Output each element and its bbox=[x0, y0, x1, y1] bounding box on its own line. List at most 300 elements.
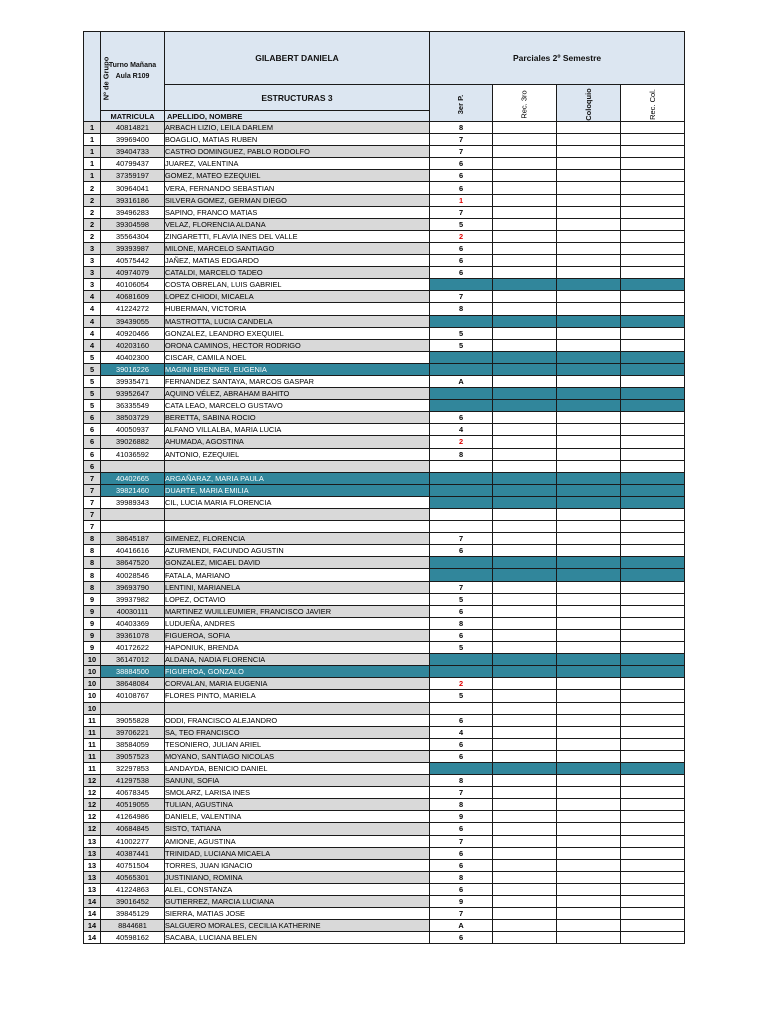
group-cell: 13 bbox=[84, 871, 101, 883]
grade-3er-cell: 6 bbox=[430, 242, 493, 254]
table-row bbox=[84, 230, 685, 242]
grade-coloquio-cell bbox=[557, 557, 621, 569]
grade-rec3-cell bbox=[493, 690, 557, 702]
grade-coloquio-cell bbox=[557, 799, 621, 811]
matricula-cell: 40681609 bbox=[101, 291, 165, 303]
name-cell: GONZALEZ, MICAEL DAVID bbox=[165, 557, 430, 569]
name-cell: JAÑEZ, MATIAS EDGARDO bbox=[165, 255, 430, 267]
matricula-cell: 39693790 bbox=[101, 581, 165, 593]
grade-reccol-cell bbox=[621, 920, 685, 932]
matricula-cell: 35564304 bbox=[101, 230, 165, 242]
grade-rec3-cell bbox=[493, 750, 557, 762]
table-row bbox=[84, 194, 685, 206]
grade-rec3-cell bbox=[493, 400, 557, 412]
table-row bbox=[84, 448, 685, 460]
matricula-cell: 40387441 bbox=[101, 847, 165, 859]
name-cell: TULIAN, AGUSTINA bbox=[165, 799, 430, 811]
group-cell: 14 bbox=[84, 896, 101, 908]
grade-coloquio-cell bbox=[557, 363, 621, 375]
grade-coloquio-cell bbox=[557, 617, 621, 629]
grade-coloquio-cell bbox=[557, 194, 621, 206]
name-cell: ARBACH LIZIO, LEILA DARLEM bbox=[165, 122, 430, 134]
grade-reccol-cell bbox=[621, 545, 685, 557]
name-cell: LOPEZ CHIODI, MICAELA bbox=[165, 291, 430, 303]
subject-title: ESTRUCTURAS 3 bbox=[165, 85, 430, 111]
name-cell: ALDANA, NADIA FLORENCIA bbox=[165, 654, 430, 666]
table-row bbox=[84, 714, 685, 726]
name-cell bbox=[165, 702, 430, 714]
grade-reccol-cell bbox=[621, 242, 685, 254]
grade-coloquio-cell bbox=[557, 702, 621, 714]
grade-reccol-cell bbox=[621, 267, 685, 279]
grade-rec3-cell bbox=[493, 835, 557, 847]
name-cell: SMOLARZ, LARISA INES bbox=[165, 787, 430, 799]
grade-reccol-cell bbox=[621, 424, 685, 436]
room-label: Aula R109 bbox=[115, 73, 150, 80]
table-row bbox=[84, 738, 685, 750]
group-cell: 4 bbox=[84, 303, 101, 315]
grade-rec3-cell bbox=[493, 448, 557, 460]
matricula-cell bbox=[101, 509, 165, 521]
matricula-cell: 93952647 bbox=[101, 388, 165, 400]
matricula-cell: 41224863 bbox=[101, 883, 165, 895]
table-row bbox=[84, 327, 685, 339]
name-cell: LOPEZ, OCTAVIO bbox=[165, 593, 430, 605]
group-cell: 12 bbox=[84, 787, 101, 799]
matricula-cell: 41297538 bbox=[101, 775, 165, 787]
grade-coloquio-cell bbox=[557, 375, 621, 387]
grade-3er-cell: 9 bbox=[430, 811, 493, 823]
grade-3er-cell: 7 bbox=[430, 835, 493, 847]
name-cell: SILVERA GOMEZ, GERMAN DIEGO bbox=[165, 194, 430, 206]
name-cell: CASTRO DOMINGUEZ, PABLO RODOLFO bbox=[165, 146, 430, 158]
grade-coloquio-cell bbox=[557, 629, 621, 641]
grade-3er-cell bbox=[430, 460, 493, 472]
matricula-cell: 40814821 bbox=[101, 122, 165, 134]
grade-reccol-cell bbox=[621, 122, 685, 134]
table-row bbox=[84, 242, 685, 254]
group-cell: 1 bbox=[84, 170, 101, 182]
grade-coloquio-cell bbox=[557, 726, 621, 738]
grade-coloquio-cell bbox=[557, 351, 621, 363]
grade-rec3-cell bbox=[493, 738, 557, 750]
grade-rec3-cell bbox=[493, 896, 557, 908]
grade-reccol-cell bbox=[621, 750, 685, 762]
grade-coloquio-cell bbox=[557, 871, 621, 883]
col-header-coloquio: Coloquio bbox=[557, 85, 621, 122]
grade-reccol-cell bbox=[621, 896, 685, 908]
grade-coloquio-cell bbox=[557, 448, 621, 460]
matricula-cell: 40519055 bbox=[101, 799, 165, 811]
group-cell: 4 bbox=[84, 327, 101, 339]
matricula-cell: 40920466 bbox=[101, 327, 165, 339]
grade-coloquio-cell bbox=[557, 654, 621, 666]
grade-coloquio-cell bbox=[557, 279, 621, 291]
name-cell: SA, TEO FRANCISCO bbox=[165, 726, 430, 738]
group-cell: 14 bbox=[84, 920, 101, 932]
group-cell: 7 bbox=[84, 496, 101, 508]
group-cell: 4 bbox=[84, 291, 101, 303]
grade-coloquio-cell bbox=[557, 533, 621, 545]
grade-coloquio-cell bbox=[557, 569, 621, 581]
grade-coloquio-cell bbox=[557, 762, 621, 774]
grade-3er-cell: 6 bbox=[430, 750, 493, 762]
group-cell: 9 bbox=[84, 617, 101, 629]
name-cell: LENTINI, MARIANELA bbox=[165, 581, 430, 593]
grade-reccol-cell bbox=[621, 182, 685, 194]
table-row bbox=[84, 388, 685, 400]
name-cell: MAGINI BRENNER, EUGENIA bbox=[165, 363, 430, 375]
grade-3er-cell: 7 bbox=[430, 787, 493, 799]
grade-reccol-cell bbox=[621, 388, 685, 400]
grade-3er-cell: 6 bbox=[430, 714, 493, 726]
matricula-cell: 40799437 bbox=[101, 158, 165, 170]
grade-3er-cell: 6 bbox=[430, 823, 493, 835]
table-row bbox=[84, 291, 685, 303]
grade-coloquio-cell bbox=[557, 327, 621, 339]
col-header-reccol: Rec. Col. bbox=[621, 85, 685, 122]
grade-reccol-cell bbox=[621, 702, 685, 714]
name-cell: FIGUEROA, SOFIA bbox=[165, 629, 430, 641]
group-cell: 3 bbox=[84, 279, 101, 291]
grade-coloquio-cell bbox=[557, 883, 621, 895]
grade-reccol-cell bbox=[621, 472, 685, 484]
group-cell: 4 bbox=[84, 339, 101, 351]
col-header-3er: 3er P. bbox=[430, 85, 493, 122]
grade-rec3-cell bbox=[493, 230, 557, 242]
grade-rec3-cell bbox=[493, 883, 557, 895]
grade-coloquio-cell bbox=[557, 593, 621, 605]
name-cell: GOMEZ, MATEO EZEQUIEL bbox=[165, 170, 430, 182]
grade-rec3-cell bbox=[493, 823, 557, 835]
matricula-cell: 39055828 bbox=[101, 714, 165, 726]
name-cell: ANTONIO, EZEQUIEL bbox=[165, 448, 430, 460]
name-cell: GIMENEZ, FLORENCIA bbox=[165, 533, 430, 545]
name-cell: MOYANO, SANTIAGO NICOLAS bbox=[165, 750, 430, 762]
group-cell: 2 bbox=[84, 206, 101, 218]
grade-rec3-cell bbox=[493, 811, 557, 823]
grade-rec3-cell bbox=[493, 726, 557, 738]
table-row bbox=[84, 823, 685, 835]
grade-reccol-cell bbox=[621, 799, 685, 811]
table-row bbox=[84, 799, 685, 811]
group-cell: 8 bbox=[84, 581, 101, 593]
name-cell: SAPINO, FRANCO MATIAS bbox=[165, 206, 430, 218]
table-row bbox=[84, 726, 685, 738]
table-row bbox=[84, 496, 685, 508]
grade-reccol-cell bbox=[621, 230, 685, 242]
matricula-cell: 39361078 bbox=[101, 629, 165, 641]
table-row bbox=[84, 908, 685, 920]
grade-reccol-cell bbox=[621, 533, 685, 545]
grade-coloquio-cell bbox=[557, 859, 621, 871]
name-cell: MASTROTTA, LUCIA CANDELA bbox=[165, 315, 430, 327]
table-row bbox=[84, 134, 685, 146]
group-cell: 3 bbox=[84, 242, 101, 254]
grade-reccol-cell bbox=[621, 557, 685, 569]
matricula-cell: 39935471 bbox=[101, 375, 165, 387]
grade-reccol-cell bbox=[621, 726, 685, 738]
grade-rec3-cell bbox=[493, 617, 557, 629]
group-cell: 3 bbox=[84, 267, 101, 279]
table-row bbox=[84, 351, 685, 363]
grade-reccol-cell bbox=[621, 738, 685, 750]
grade-3er-cell: 6 bbox=[430, 629, 493, 641]
grade-coloquio-cell bbox=[557, 388, 621, 400]
grade-3er-cell: 1 bbox=[430, 194, 493, 206]
grade-coloquio-cell bbox=[557, 158, 621, 170]
group-cell: 5 bbox=[84, 400, 101, 412]
grade-rec3-cell bbox=[493, 170, 557, 182]
grade-coloquio-cell bbox=[557, 400, 621, 412]
grade-reccol-cell bbox=[621, 279, 685, 291]
grade-coloquio-cell bbox=[557, 642, 621, 654]
grade-rec3-cell bbox=[493, 255, 557, 267]
grade-rec3-cell bbox=[493, 267, 557, 279]
table-row bbox=[84, 847, 685, 859]
grade-reccol-cell bbox=[621, 206, 685, 218]
group-cell: 13 bbox=[84, 847, 101, 859]
grade-reccol-cell bbox=[621, 134, 685, 146]
name-cell: CATALDI, MARCELO TADEO bbox=[165, 267, 430, 279]
grade-coloquio-cell bbox=[557, 424, 621, 436]
group-cell: 6 bbox=[84, 436, 101, 448]
grade-coloquio-cell bbox=[557, 920, 621, 932]
group-cell: 1 bbox=[84, 146, 101, 158]
name-cell: MILONE, MARCELO SANTIAGO bbox=[165, 242, 430, 254]
grade-reccol-cell bbox=[621, 811, 685, 823]
matricula-cell: 41264986 bbox=[101, 811, 165, 823]
grade-rec3-cell bbox=[493, 206, 557, 218]
grade-3er-cell: 7 bbox=[430, 533, 493, 545]
grade-3er-cell: 8 bbox=[430, 617, 493, 629]
group-cell: 12 bbox=[84, 775, 101, 787]
grade-3er-cell: 7 bbox=[430, 134, 493, 146]
grade-coloquio-cell bbox=[557, 412, 621, 424]
table-row bbox=[84, 146, 685, 158]
grade-rec3-cell bbox=[493, 388, 557, 400]
table-row bbox=[84, 303, 685, 315]
grade-reccol-cell bbox=[621, 194, 685, 206]
grade-3er-cell bbox=[430, 762, 493, 774]
group-cell: 13 bbox=[84, 883, 101, 895]
group-cell: 14 bbox=[84, 932, 101, 944]
grade-reccol-cell bbox=[621, 509, 685, 521]
matricula-cell: 40684845 bbox=[101, 823, 165, 835]
matricula-cell: 39393987 bbox=[101, 242, 165, 254]
grade-3er-cell: 2 bbox=[430, 678, 493, 690]
grade-reccol-cell bbox=[621, 496, 685, 508]
grade-rec3-cell bbox=[493, 327, 557, 339]
group-cell: 6 bbox=[84, 424, 101, 436]
grade-coloquio-cell bbox=[557, 436, 621, 448]
grade-rec3-cell bbox=[493, 279, 557, 291]
group-cell: 12 bbox=[84, 811, 101, 823]
group-cell: 10 bbox=[84, 654, 101, 666]
grade-coloquio-cell bbox=[557, 823, 621, 835]
grade-coloquio-cell bbox=[557, 521, 621, 533]
table-row bbox=[84, 932, 685, 944]
table-row bbox=[84, 218, 685, 230]
grade-reccol-cell bbox=[621, 823, 685, 835]
grade-3er-cell: 8 bbox=[430, 448, 493, 460]
matricula-cell: 40565301 bbox=[101, 871, 165, 883]
matricula-cell: 41002277 bbox=[101, 835, 165, 847]
grade-rec3-cell bbox=[493, 194, 557, 206]
grade-reccol-cell bbox=[621, 678, 685, 690]
matricula-cell: 39845129 bbox=[101, 908, 165, 920]
grade-rec3-cell bbox=[493, 799, 557, 811]
grade-reccol-cell bbox=[621, 255, 685, 267]
grade-rec3-cell bbox=[493, 339, 557, 351]
name-cell: FATALA, MARIANO bbox=[165, 569, 430, 581]
period-title: Parciales 2º Semestre bbox=[430, 32, 685, 85]
table-row bbox=[84, 581, 685, 593]
grade-rec3-cell bbox=[493, 557, 557, 569]
group-cell: 2 bbox=[84, 182, 101, 194]
name-cell: CISCAR, CAMILA NOEL bbox=[165, 351, 430, 363]
grade-rec3-cell bbox=[493, 859, 557, 871]
grade-rec3-cell bbox=[493, 569, 557, 581]
table-row bbox=[84, 811, 685, 823]
name-cell: VERA, FERNANDO SEBASTIAN bbox=[165, 182, 430, 194]
grade-rec3-cell bbox=[493, 122, 557, 134]
grade-3er-cell: 5 bbox=[430, 690, 493, 702]
table-row bbox=[84, 859, 685, 871]
grade-reccol-cell bbox=[621, 787, 685, 799]
name-cell: AQUINO VÉLEZ, ABRAHAM BAHITO bbox=[165, 388, 430, 400]
group-cell: 9 bbox=[84, 629, 101, 641]
grade-3er-cell: 7 bbox=[430, 146, 493, 158]
name-cell: DUARTE, MARIA EMILIA bbox=[165, 484, 430, 496]
grade-3er-cell bbox=[430, 472, 493, 484]
table-row bbox=[84, 750, 685, 762]
group-cell: 1 bbox=[84, 134, 101, 146]
table-row bbox=[84, 315, 685, 327]
shift-label: Turno Mañana bbox=[108, 62, 157, 69]
grade-rec3-cell bbox=[493, 714, 557, 726]
grade-reccol-cell bbox=[621, 569, 685, 581]
grade-3er-cell: 8 bbox=[430, 303, 493, 315]
grade-reccol-cell bbox=[621, 412, 685, 424]
table-row bbox=[84, 871, 685, 883]
grade-3er-cell: 6 bbox=[430, 883, 493, 895]
group-cell: 9 bbox=[84, 593, 101, 605]
table-row bbox=[84, 702, 685, 714]
table-row bbox=[84, 883, 685, 895]
table-row bbox=[84, 182, 685, 194]
grade-coloquio-cell bbox=[557, 460, 621, 472]
grade-reccol-cell bbox=[621, 762, 685, 774]
grade-3er-cell: 6 bbox=[430, 170, 493, 182]
group-cell: 1 bbox=[84, 158, 101, 170]
grade-3er-cell: 8 bbox=[430, 122, 493, 134]
grade-3er-cell: 2 bbox=[430, 436, 493, 448]
name-cell: SISTO, TATIANA bbox=[165, 823, 430, 835]
grade-3er-cell bbox=[430, 363, 493, 375]
grade-reccol-cell bbox=[621, 617, 685, 629]
group-cell: 8 bbox=[84, 533, 101, 545]
grade-coloquio-cell bbox=[557, 134, 621, 146]
matricula-cell: 39496283 bbox=[101, 206, 165, 218]
matricula-cell: 39969400 bbox=[101, 134, 165, 146]
grade-rec3-cell bbox=[493, 242, 557, 254]
table-row bbox=[84, 279, 685, 291]
grade-rec3-cell bbox=[493, 762, 557, 774]
matricula-cell: 39304598 bbox=[101, 218, 165, 230]
grade-coloquio-cell bbox=[557, 847, 621, 859]
grade-3er-cell: 8 bbox=[430, 799, 493, 811]
group-cell: 7 bbox=[84, 484, 101, 496]
grade-3er-cell: 9 bbox=[430, 896, 493, 908]
grade-coloquio-cell bbox=[557, 738, 621, 750]
name-cell: AZURMENDI, FACUNDO AGUSTIN bbox=[165, 545, 430, 557]
grade-rec3-cell bbox=[493, 654, 557, 666]
grade-coloquio-cell bbox=[557, 242, 621, 254]
grade-rec3-cell bbox=[493, 642, 557, 654]
grade-3er-cell: 6 bbox=[430, 412, 493, 424]
grade-reccol-cell bbox=[621, 339, 685, 351]
matricula-cell: 30964041 bbox=[101, 182, 165, 194]
grade-3er-cell: 5 bbox=[430, 593, 493, 605]
grade-reccol-cell bbox=[621, 581, 685, 593]
name-cell: JUSTINIANO, ROMINA bbox=[165, 871, 430, 883]
group-cell: 11 bbox=[84, 762, 101, 774]
name-cell bbox=[165, 521, 430, 533]
grade-reccol-cell bbox=[621, 654, 685, 666]
grade-3er-cell bbox=[430, 702, 493, 714]
matricula-cell: 32297853 bbox=[101, 762, 165, 774]
table-row bbox=[84, 678, 685, 690]
name-cell: BOAGLIO, MATIAS RUBEN bbox=[165, 134, 430, 146]
grade-reccol-cell bbox=[621, 666, 685, 678]
grade-coloquio-cell bbox=[557, 714, 621, 726]
grade-reccol-cell bbox=[621, 629, 685, 641]
matricula-cell: 38503729 bbox=[101, 412, 165, 424]
grade-rec3-cell bbox=[493, 509, 557, 521]
matricula-cell: 40108767 bbox=[101, 690, 165, 702]
matricula-cell: 8844681 bbox=[101, 920, 165, 932]
group-cell: 11 bbox=[84, 738, 101, 750]
matricula-cell: 38884500 bbox=[101, 666, 165, 678]
grade-rec3-cell bbox=[493, 315, 557, 327]
group-header: Nº de Grupo bbox=[84, 32, 101, 122]
name-cell: CIL, LUCIA MARIA FLORENCIA bbox=[165, 496, 430, 508]
grade-coloquio-cell bbox=[557, 932, 621, 944]
name-cell: FIGUEROA, GONZALO bbox=[165, 666, 430, 678]
group-cell: 11 bbox=[84, 750, 101, 762]
grade-3er-cell: 6 bbox=[430, 182, 493, 194]
grade-reccol-cell bbox=[621, 932, 685, 944]
grade-reccol-cell bbox=[621, 303, 685, 315]
table-row bbox=[84, 666, 685, 678]
grade-rec3-cell bbox=[493, 218, 557, 230]
name-cell: SALGUERO MORALES, CECILIA KATHERINE bbox=[165, 920, 430, 932]
group-cell: 5 bbox=[84, 388, 101, 400]
grade-coloquio-cell bbox=[557, 218, 621, 230]
grade-reccol-cell bbox=[621, 460, 685, 472]
grade-reccol-cell bbox=[621, 835, 685, 847]
grade-3er-cell bbox=[430, 654, 493, 666]
matricula-cell: 37359197 bbox=[101, 170, 165, 182]
table-row bbox=[84, 472, 685, 484]
group-cell: 4 bbox=[84, 315, 101, 327]
table-row bbox=[84, 545, 685, 557]
name-cell: AHUMADA, AGOSTINA bbox=[165, 436, 430, 448]
table-row bbox=[84, 593, 685, 605]
grade-reccol-cell bbox=[621, 363, 685, 375]
name-cell bbox=[165, 509, 430, 521]
